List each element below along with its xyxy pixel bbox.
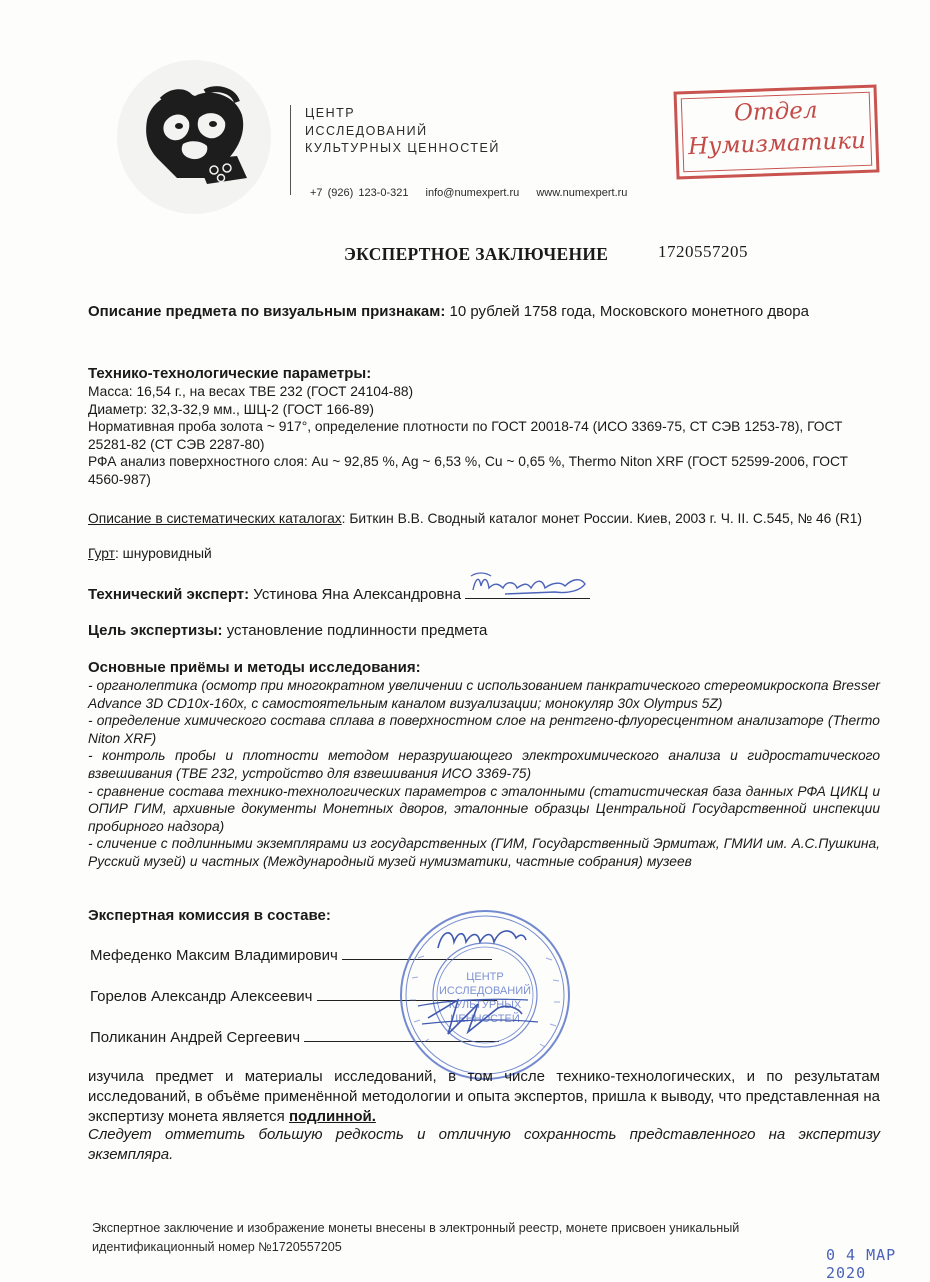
seal-text: КУЛЬТУРНЫХ <box>448 999 522 1011</box>
catalog-value: : Биткин В.В. Сводный каталог монет России. Киев, 2003 г. Ч. II. С.545, № 46 (R1) <box>341 511 863 526</box>
numismatists-illustration-icon <box>117 60 271 214</box>
methods-list <box>88 677 880 871</box>
goal-label: Цель экспертизы: <box>88 622 223 639</box>
website-link[interactable]: www.numexpert.ru <box>536 187 628 199</box>
edge-description <box>88 545 880 563</box>
document-number: 1720557205 <box>658 242 748 261</box>
conclusion-text: изучила предмет и материалы исследований, в том числе технико-технологических, и по результатам исследований, в объёме применённой методологии и опыта экспертов, пришла к выводу, что представленная на экспертизу монета является <box>88 1068 880 1125</box>
conclusion-note: Следует отметить большую редкость и отличную сохранность представленного на экспертизу экземпляра. <box>88 1126 880 1163</box>
expertise-goal <box>88 621 880 641</box>
tech-param-line: Масса: 16,54 г., на весах ТВЕ 232 (ГОСТ 24104-88) <box>88 384 414 399</box>
date-stamp: 0 4 МАР 2020 <box>826 1246 897 1282</box>
tech-param-line: РФА анализ поверхностного слоя: Au ~ 92,85 %, Ag ~ 6,53 %, Cu ~ 0,65 %, Thermo Niton XRF (ГОСТ 52599-2006, ГОСТ 4560-987) <box>88 454 848 487</box>
method-item: - органолептика (осмотр при многократном увеличении с использованием панкратического стереомикроскопа Bresser Advance 3D CD10x-160x, с самостоятельным каналом визуализации; монокуляр 30x Olympus 5Z) <box>88 678 880 711</box>
item-description <box>88 302 880 322</box>
edge-value: : шнуровидный <box>114 546 212 561</box>
seal-text: ЦЕННОСТЕЙ <box>450 1013 520 1025</box>
commission-heading: Экспертная комиссия в составе: <box>88 907 331 924</box>
header-divider <box>290 105 291 195</box>
goal-value: установление подлинности предмета <box>222 622 488 639</box>
method-item: - сличение с подлинными экземплярами из государственных (ГИМ, Государственный Эрмитаж, ГМИИ им. А.С.Пушкина, Русский музей) и частных (Международный музей нумизматики, частные собрания) музеев <box>88 836 880 869</box>
expert-signature-line <box>465 584 590 599</box>
catalog-label: Описание в систематических каталогах <box>88 511 342 526</box>
org-name-line: ИССЛЕДОВАНИЙ <box>305 123 428 138</box>
commission-member-name: Горелов Александр Алексеевич <box>90 988 313 1005</box>
seal-text: ИССЛЕДОВАНИЙ <box>438 985 532 997</box>
stamp-line: Нумизматики <box>687 127 867 161</box>
seal-text: ЦЕНТР <box>466 971 504 983</box>
email-link[interactable]: info@numexpert.ru <box>425 187 520 199</box>
conclusion <box>88 1067 880 1127</box>
department-stamp <box>674 84 880 179</box>
methods-heading: Основные приёмы и методы исследования: <box>88 659 421 676</box>
commission-member-name: Поликанин Андрей Сергеевич <box>90 1029 301 1046</box>
conclusion-verdict: подлинной. <box>288 1108 376 1125</box>
org-name-line: ЦЕНТР <box>305 106 356 120</box>
method-item: - определение химического состава сплава в поверхностном слое на рентгено-флуоресцентном анализаторе (Thermo Niton XRF) <box>88 713 880 746</box>
catalog-description <box>88 510 880 528</box>
tech-params-list <box>88 383 880 489</box>
footer-line: Экспертное заключение и изображение монеты внесены в электронный реестр, монете присвоен уникальный <box>92 1221 740 1235</box>
organization-name <box>305 105 500 158</box>
official-seal <box>398 908 572 1082</box>
technical-expert <box>88 584 880 605</box>
org-name-line: КУЛЬТУРНЫХ ЦЕННОСТЕЙ <box>305 141 500 155</box>
center-logo <box>117 60 271 214</box>
method-item: - контроль пробы и плотности методом неразрушающего электрохимического анализа и гидростатического взвешивания (ТВЕ 232, устройство для взвешивания ИСО 3369-75) <box>88 748 880 781</box>
edge-label: Гурт <box>88 546 115 561</box>
commission-member-name: Мефеденко Максим Владимирович <box>90 947 338 964</box>
expert-name: Устинова Яна Александровна <box>249 586 466 603</box>
expert-label: Технический эксперт: <box>88 586 250 603</box>
description-value: 10 рублей 1758 года, Московского монетного двора <box>445 303 809 320</box>
tech-param-line: Нормативная проба золота ~ 917°, определение плотности по ГОСТ 20018-74 (ИСО 3369-75, СТ СЭВ 1253-78), ГОСТ 25281-82 (СТ СЭВ 2287-80) <box>88 419 843 452</box>
tech-param-line: Диаметр: 32,3-32,9 мм., ШЦ-2 (ГОСТ 166-89) <box>88 401 374 417</box>
method-item: - сравнение состава технико-технологических параметров с эталонными (статистическая база данных РФА ЦИКЦ и ОПИР ГИМ, архивные документы Монетных дворов, эталонные образцы Центральной Государственной инспекции пробирного надзора) <box>88 783 880 834</box>
description-label: Описание предмета по визуальным признакам: <box>88 303 446 320</box>
document-title: ЭКСПЕРТНОЕ ЗАКЛЮЧЕНИЕ <box>344 244 609 264</box>
expert-signature <box>465 568 590 598</box>
phone-number[interactable]: +7 (926) 123-0-321 <box>310 187 409 199</box>
registry-footer <box>92 1219 882 1257</box>
tech-params-heading: Технико-технологические параметры: <box>88 365 372 382</box>
stamp-line: Отдел <box>733 97 818 127</box>
contact-info <box>310 187 639 199</box>
footer-line: идентификационный номер №1720557205 <box>92 1240 342 1254</box>
